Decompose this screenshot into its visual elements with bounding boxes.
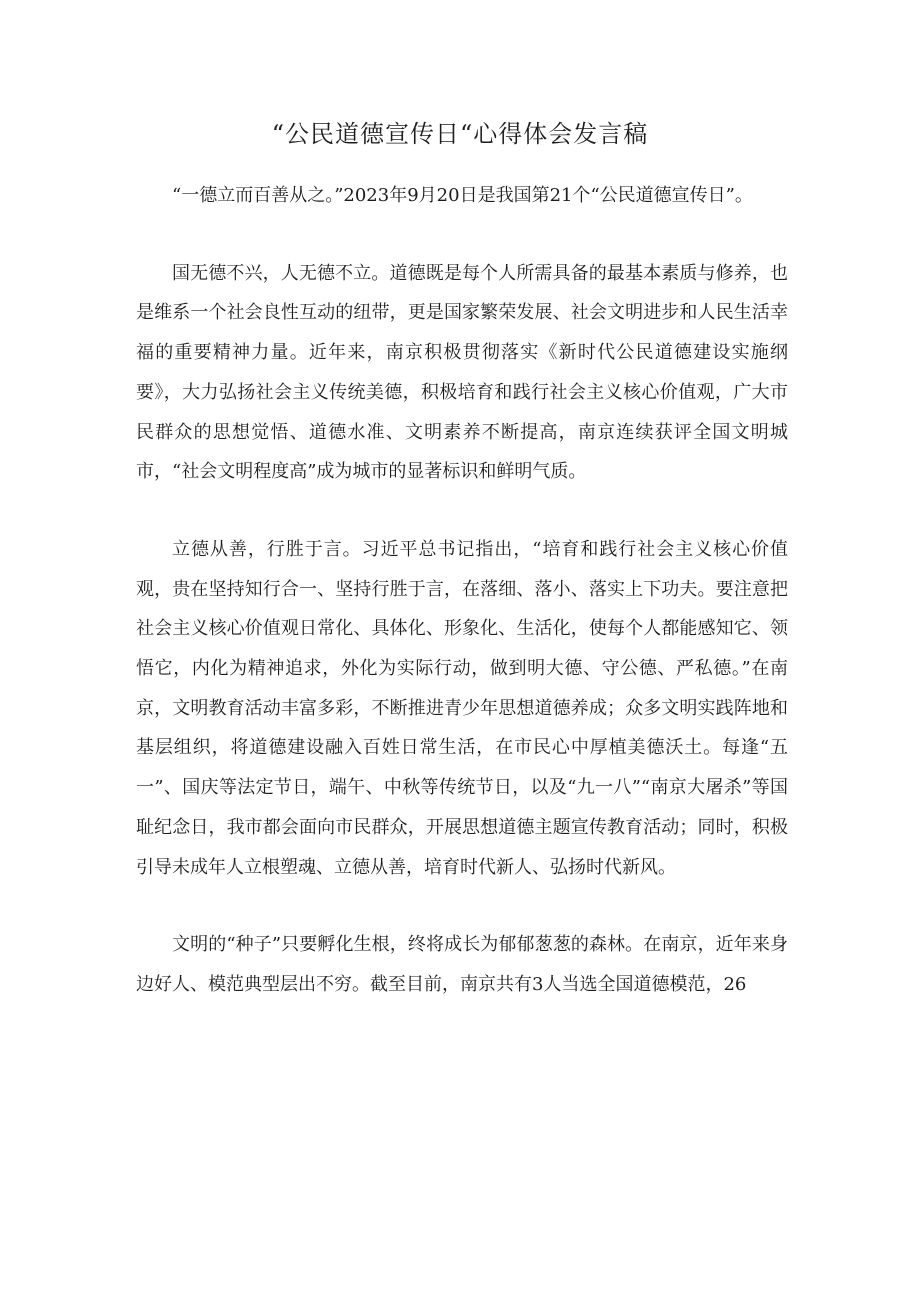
paragraph-models: 文明的“种子”只要孵化生根，终将成长为郁郁葱葱的森林。在南京，近年来身边好人、模范典型层出不穷。截至目前，南京共有3人当选全国道德模范，26 xyxy=(136,934,788,995)
document-title: “公民道德宣传日“心得体会发言稿 xyxy=(271,120,649,148)
paragraph-practice: 立德从善，行胜于言。习近平总书记指出，“培育和践行社会主义核心价值观，贵在坚持知行合一、坚持行胜于言，在落细、落小、落实上下功夫。要注意把社会主义核心价值观日常化、具体化、形象化、生活化，使每个人都能感知它、领悟它，内化为精神追求，外化为实际行动，做到明大德、守公德、严私德。”在南京，文明教育活动丰富多彩，不断推进青少年思想道德养成；众多文明实践阵地和基层组织，将道德建设融入百姓日常生活，在市民心中厚植美德沃土。每逢“五一”、国庆等法定节日，端午、中秋等传统节日，以及“九一八”“南京大屠杀”等国耻纪念日，我市都会面向市民群众，开展思想道德主题宣传教育活动；同时，积极引导未成年人立根塑魂、立德从善，培育时代新人、弘扬时代新风。 xyxy=(136,538,788,878)
document-body xyxy=(136,176,788,1005)
paragraph-intro: “一德立而百善从之。”2023年9月20日是我国第21个“公民道德宣传日”。 xyxy=(172,185,753,206)
paragraph-morality: 国无德不兴，人无德不立。道德既是每个人所需具备的最基本素质与修养，也是维系一个社会良性互动的纽带，更是国家繁荣发展、社会文明进步和人民生活幸福的重要精神力量。近年来，南京积极贯彻落实《新时代公民道德建设实施纲要》，大力弘扬社会主义传统美德，积极培育和践行社会主义核心价值观，广大市民群众的思想觉悟、道德水准、文明素养不断提高，南京连续获评全国文明城市，“社会文明程度高”成为城市的显著标识和鲜明气质。 xyxy=(136,262,788,483)
